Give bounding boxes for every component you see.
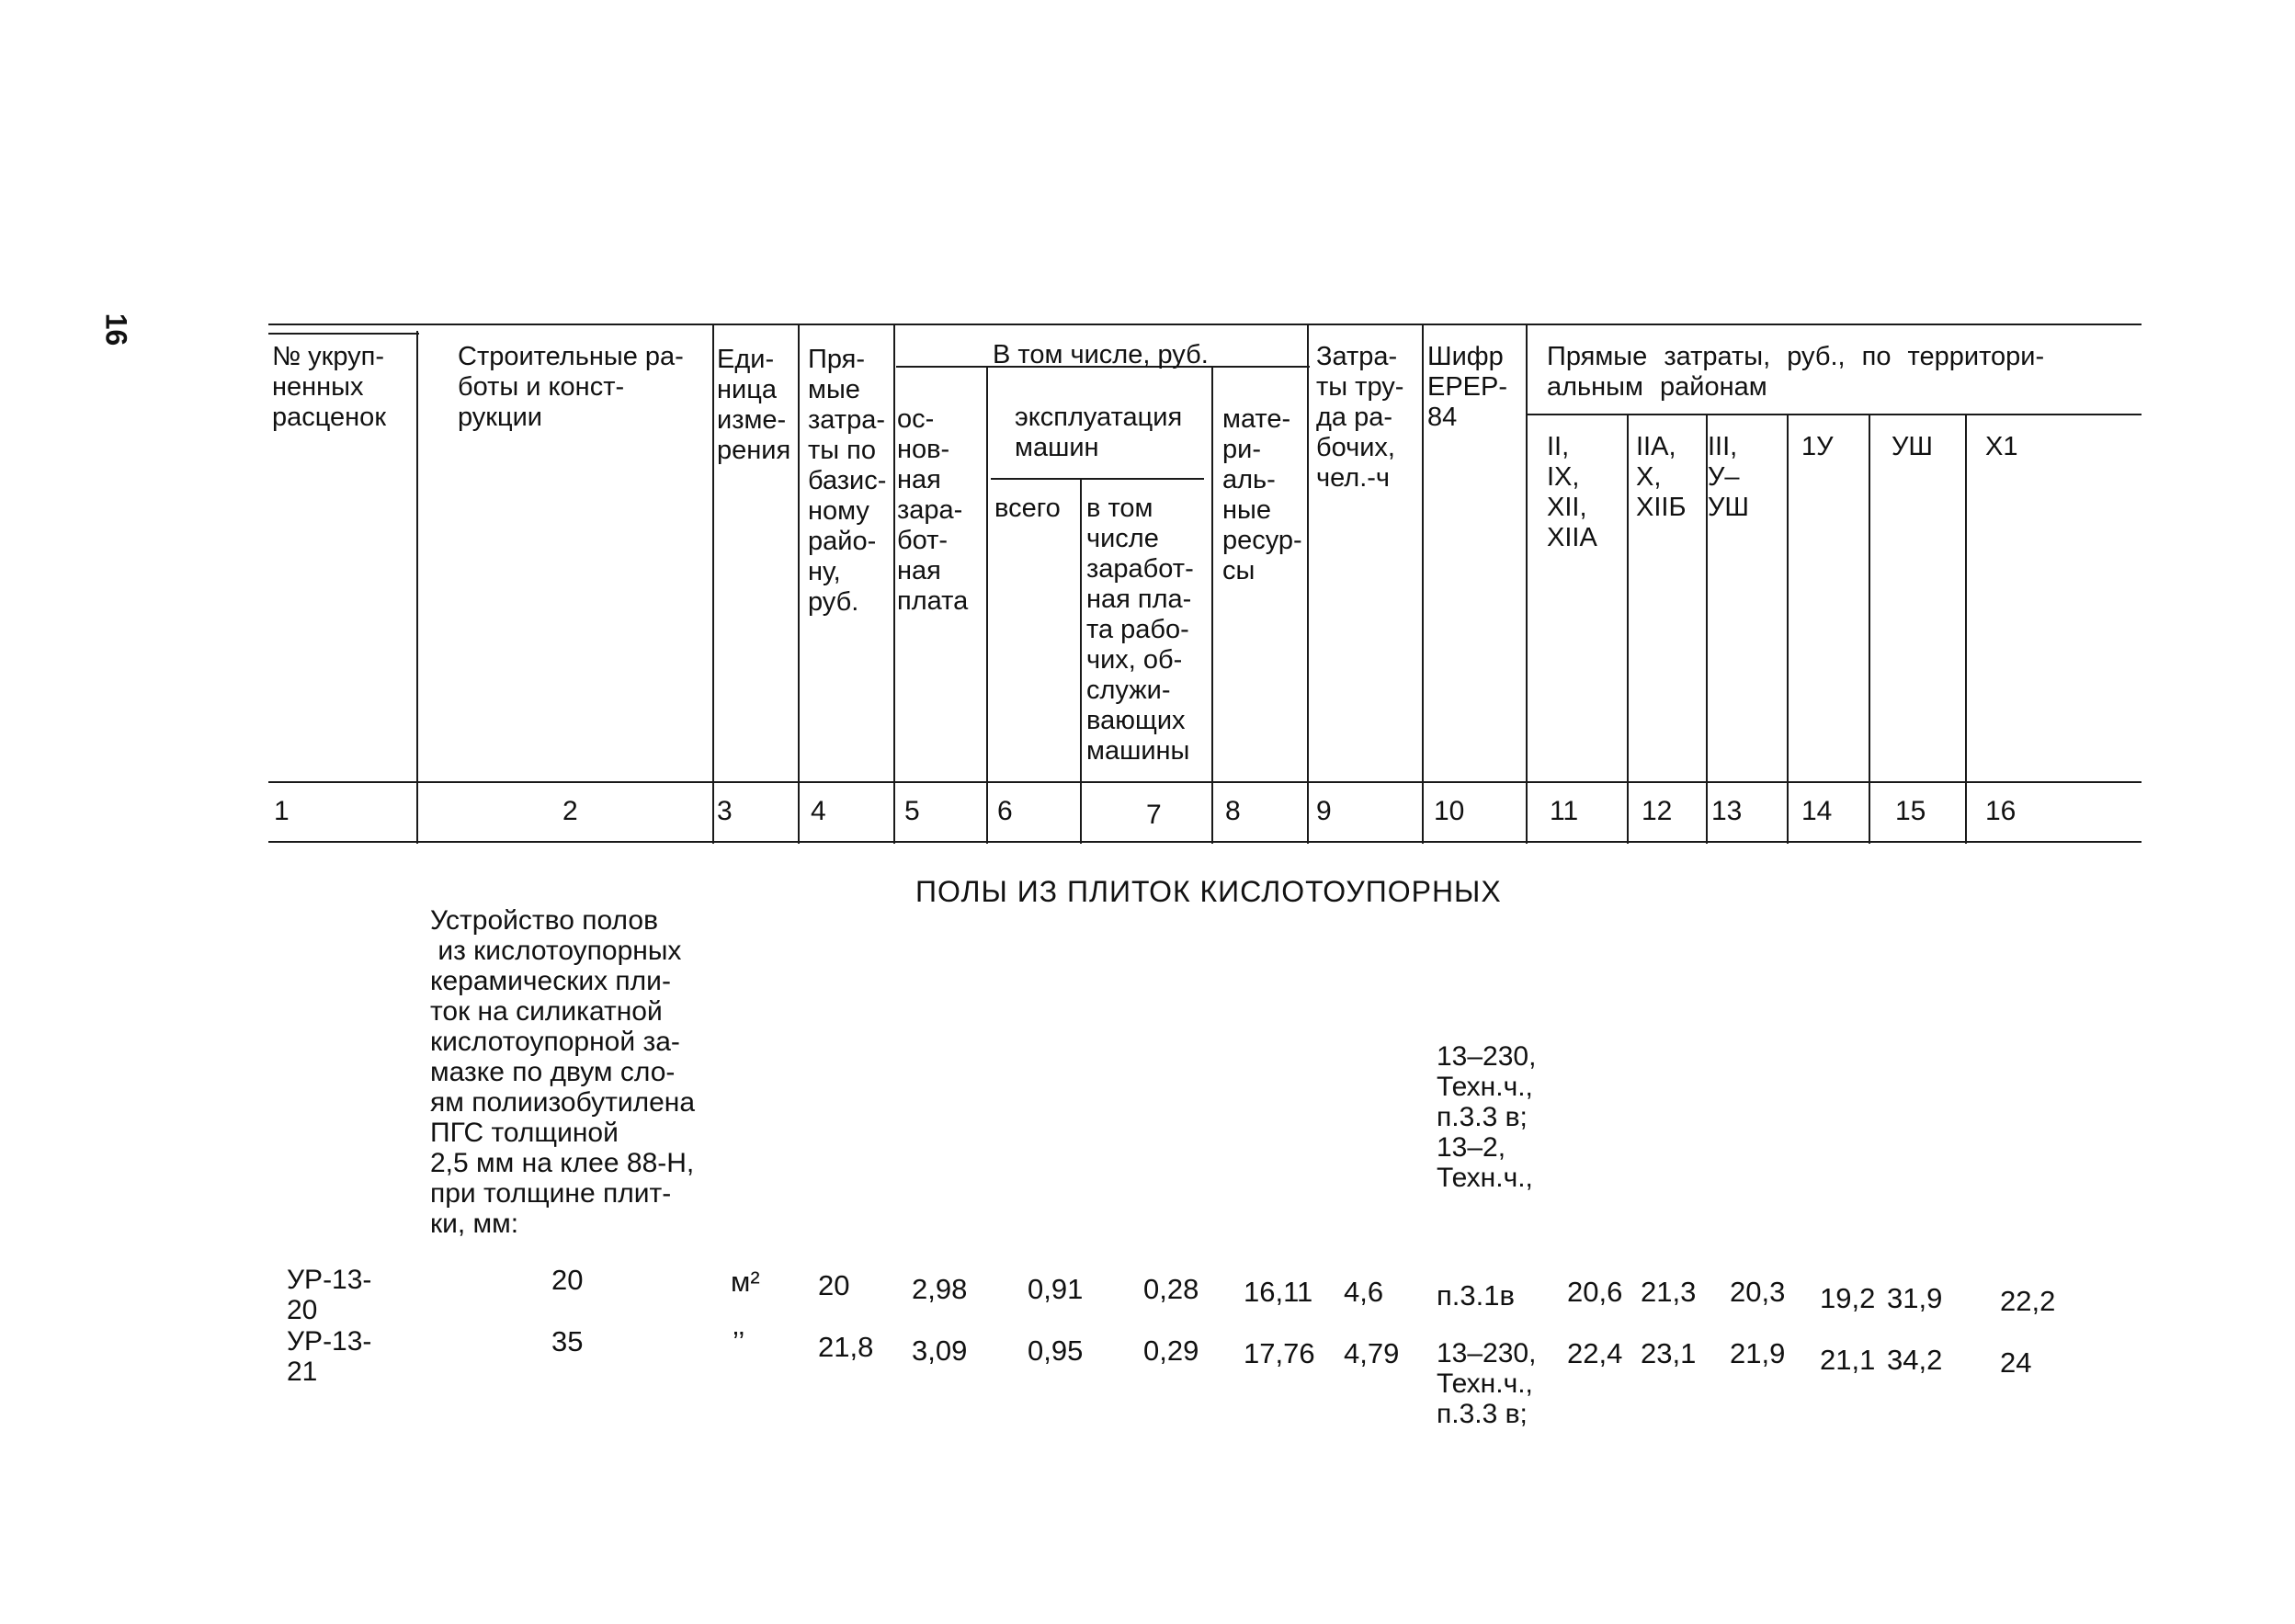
- labor-hours: 4,6: [1344, 1276, 1384, 1308]
- header-col-5: ос- нов- ная зара- бот- ная плата: [897, 404, 969, 616]
- col-number: 4: [811, 796, 826, 826]
- work-description: Устройство полов из кислотоупорных керамических пли- ток на силикатной кислотоупорной за- мазке по двум сло- ям полиизобутилена ПГС толщиной 2,5 мм на клее 88-Н, при толщине плит- ки, мм:: [430, 905, 696, 1239]
- header-col-2: Строительные ра- боты и конст- рукции: [458, 342, 684, 432]
- cost-region-15: 34,2: [1887, 1344, 1943, 1376]
- header-col-14: 1У: [1801, 432, 1834, 461]
- basic-wage: 2,98: [912, 1273, 968, 1305]
- header-col-16: X1: [1985, 432, 2018, 461]
- col-number: 8: [1225, 796, 1241, 826]
- direct-cost: 20: [818, 1269, 850, 1301]
- col-number: 16: [1985, 796, 2017, 826]
- machine-total: 0,91: [1028, 1273, 1084, 1305]
- cost-region-16: 24: [2000, 1346, 2032, 1379]
- col-number: 1: [274, 796, 290, 826]
- cost-region-15: 31,9: [1887, 1282, 1943, 1314]
- machine-wage: 0,28: [1143, 1273, 1199, 1305]
- col-number: 2: [562, 796, 578, 826]
- rate-code: УР-13- 21: [287, 1326, 372, 1387]
- col-number: 14: [1801, 796, 1833, 826]
- header-col-3: Еди- ница изме- рения: [717, 345, 791, 465]
- materials-cost: 16,11: [1244, 1276, 1313, 1308]
- labor-hours: 4,79: [1344, 1337, 1400, 1369]
- header-col-9: Затра- ты тру- да ра- бочих, чел.-ч: [1316, 342, 1404, 493]
- machine-total: 0,95: [1028, 1334, 1084, 1367]
- col-number: 15: [1895, 796, 1926, 826]
- cost-region-13: 20,3: [1730, 1276, 1786, 1308]
- col-number: 6: [997, 796, 1013, 826]
- header-territorial: Прямые затраты, руб., по территори- альным районам: [1547, 342, 2045, 402]
- reference-code: п.3.1в: [1437, 1279, 1515, 1312]
- reference-code: 13–230, Техн.ч., п.3.3 в;: [1437, 1338, 1537, 1429]
- code-note: 13–230, Техн.ч., п.3.3 в; 13–2, Техн.ч.,: [1437, 1041, 1537, 1193]
- cost-region-16: 22,2: [2000, 1285, 2056, 1317]
- materials-cost: 17,76: [1244, 1337, 1315, 1369]
- cost-region-12: 21,3: [1641, 1276, 1697, 1308]
- tile-thickness: 35: [551, 1325, 584, 1357]
- col-number: 11: [1550, 796, 1579, 826]
- col-number: 12: [1642, 796, 1673, 826]
- basic-wage: 3,09: [912, 1334, 968, 1367]
- cost-region-13: 21,9: [1730, 1337, 1786, 1369]
- header-machines: эксплуатация машин: [1015, 403, 1183, 462]
- header-col-10: Шифр ЕРЕР- 84: [1427, 342, 1508, 432]
- col-number: 7: [1146, 800, 1162, 830]
- header-col-15: УШ: [1892, 432, 1934, 461]
- section-title: ПОЛЫ ИЗ ПЛИТОК КИСЛОТОУПОРНЫХ: [915, 875, 1502, 908]
- machine-wage: 0,29: [1143, 1334, 1199, 1367]
- header-col-11: II, IX, XII, XIIA: [1547, 432, 1597, 552]
- cost-region-12: 23,1: [1641, 1337, 1697, 1369]
- rate-code: УР-13- 20: [287, 1265, 372, 1325]
- unit: ’’: [733, 1325, 745, 1357]
- col-number: 13: [1711, 796, 1743, 826]
- unit: м²: [731, 1266, 760, 1298]
- cost-region-14: 19,2: [1820, 1282, 1876, 1314]
- header-col-7: в том числе заработ- ная пла- та рабо- чих, об- служи- вающих машины: [1086, 494, 1194, 766]
- header-col-4: Пря- мые затра- ты по базис- ному райо- ну, руб.: [808, 345, 887, 617]
- tile-thickness: 20: [551, 1264, 584, 1296]
- direct-cost: 21,8: [818, 1331, 874, 1363]
- header-col-1: № укруп- ненных расценок: [272, 342, 387, 432]
- header-col-8: мате- ри- аль- ные ресур- сы: [1222, 404, 1302, 585]
- header-col-12: IIA, X, XIIБ: [1636, 432, 1687, 522]
- page-number: 16: [99, 312, 133, 346]
- header-in-total: В том числе, руб.: [993, 340, 1209, 369]
- cost-region-14: 21,1: [1820, 1344, 1876, 1376]
- col-number: 3: [717, 796, 733, 826]
- header-col-6: всего: [994, 494, 1061, 523]
- col-number: 9: [1316, 796, 1332, 826]
- header-col-13: III, У– УШ: [1708, 432, 1750, 522]
- cost-region-11: 20,6: [1567, 1276, 1623, 1308]
- cost-region-11: 22,4: [1567, 1337, 1623, 1369]
- col-number: 10: [1434, 796, 1465, 826]
- col-number: 5: [904, 796, 920, 826]
